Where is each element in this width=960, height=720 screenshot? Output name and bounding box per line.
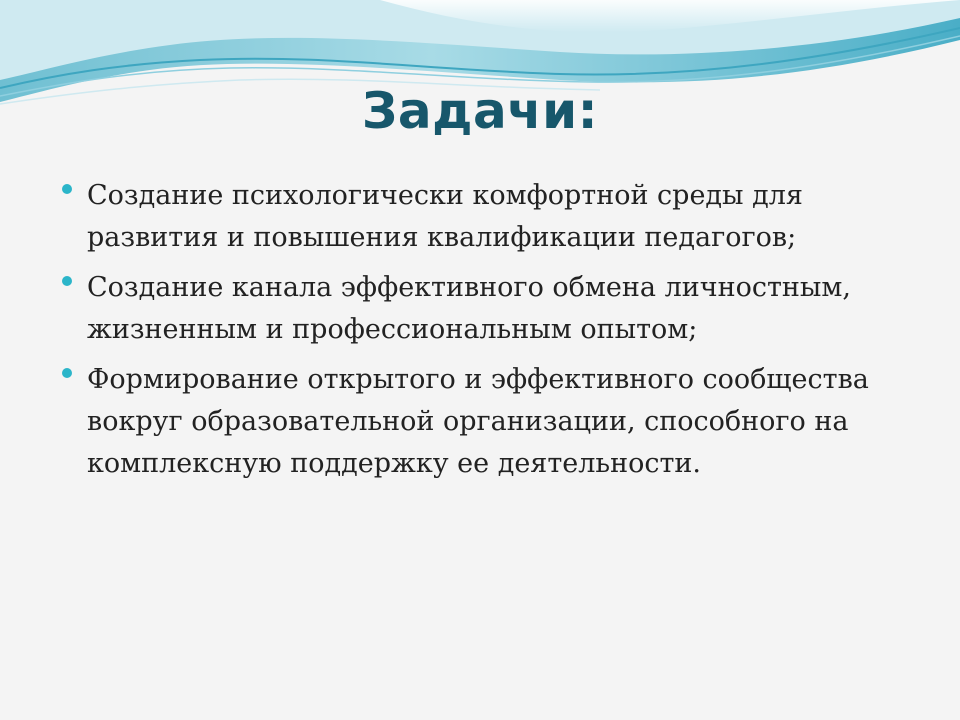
list-item xyxy=(62,359,902,485)
list-item xyxy=(62,267,902,351)
slide-title: Задачи: xyxy=(361,82,599,140)
bullet-text: Формирование открытого и эффективного сообщества вокруг образовательной организации, способного на комплексную поддержку ее деятельности. xyxy=(87,364,869,479)
bullet-icon xyxy=(62,368,72,378)
bullet-text: Создание канала эффективного обмена личностным, жизненным и профессиональным опытом; xyxy=(87,272,851,345)
bullet-text: Создание психологически комфортной среды для развития и повышения квалификации педагогов; xyxy=(87,180,803,253)
bullet-list xyxy=(62,175,902,493)
list-item xyxy=(62,175,902,259)
bullet-icon xyxy=(62,184,72,194)
bullet-icon xyxy=(62,276,72,286)
